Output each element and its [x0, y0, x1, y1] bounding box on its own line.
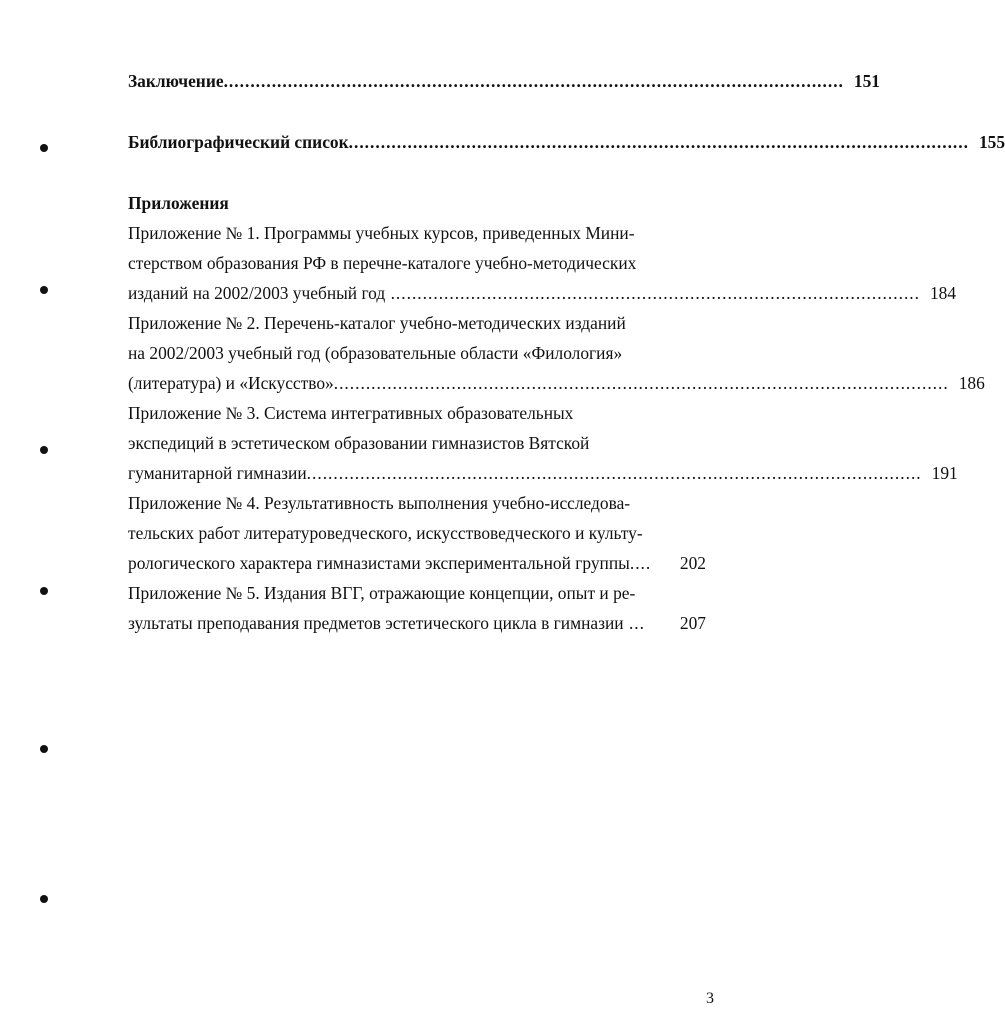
- toc-entry-label: Заключение: [128, 71, 224, 91]
- binding-hole-mark: [40, 446, 48, 454]
- toc-line: Приложение № 5. Издания ВГГ, отражающие концепции, опыт и ре-: [128, 583, 636, 603]
- toc-line: тельских работ литературоведческого, искусствоведческого и культу-: [128, 523, 643, 543]
- binding-hole-mark: [40, 745, 48, 753]
- toc-line: Приложение № 3. Система интегративных образовательных: [128, 403, 574, 423]
- leader-dots: ...................................................................................................: [385, 283, 920, 303]
- toc-entry-appendix-3: [128, 458, 958, 488]
- toc-entry-conclusion: [128, 66, 880, 96]
- binding-hole-mark: [40, 895, 48, 903]
- toc-line: изданий на 2002/2003 учебный год: [128, 283, 386, 303]
- toc-line: зультаты преподавания предметов эстетического цикла в гимназии: [128, 613, 624, 633]
- toc-line: гуманитарной гимназии: [128, 463, 307, 483]
- appendices-heading: Приложения: [128, 193, 229, 213]
- binding-hole-mark: [40, 587, 48, 595]
- toc-entry-page: 184: [929, 283, 957, 303]
- toc-line: рологического характера гимназистами экспериментальной группы: [128, 553, 630, 573]
- leader-dots: ....................................................................................................................: [348, 132, 969, 152]
- toc-line: Приложение № 2. Перечень-каталог учебно-методических изданий: [128, 313, 626, 333]
- leader-dots: ...................................................................................................................: [333, 373, 949, 393]
- toc-entry-label: Библиографический список: [128, 132, 349, 152]
- toc-entry-page: 191: [931, 463, 958, 483]
- page-number: 3: [706, 990, 714, 1007]
- toc-entry-page: 186: [958, 373, 985, 393]
- toc-entry-appendix-2: [128, 368, 985, 398]
- toc-entry-page: 207: [679, 613, 706, 633]
- toc-entry-page: 151: [853, 71, 880, 91]
- binding-hole-mark: [40, 144, 48, 152]
- toc-entry-appendix-4: [128, 548, 706, 578]
- leader-dots: ...................................................................................................................: [306, 463, 922, 483]
- toc-line: стерством образования РФ в перечне-каталоге учебно-методических: [128, 253, 637, 273]
- toc-line: Приложение № 4. Результативность выполнения учебно-исследова-: [128, 493, 631, 513]
- leader-dots: ....: [629, 553, 652, 573]
- toc-entry-page: 202: [679, 553, 706, 573]
- toc-entry-appendix-5: [128, 608, 706, 638]
- binding-hole-mark: [40, 286, 48, 294]
- toc-line: экспедиций в эстетическом образовании гимназистов Вятской: [128, 433, 590, 453]
- toc-entry-page: 155: [978, 132, 1005, 152]
- toc-line: Приложение № 1. Программы учебных курсов, приведенных Мини-: [128, 223, 635, 243]
- toc-line: на 2002/2003 учебный год (образовательные области «Филология»: [128, 343, 623, 363]
- leader-dots: ...: [623, 613, 645, 633]
- toc-entry-appendix-1: [128, 278, 957, 308]
- toc-line: (литература) и «Искусство»: [128, 373, 334, 393]
- leader-dots: ....................................................................................................................: [223, 71, 844, 91]
- toc-entry-bibliography: [128, 127, 1005, 157]
